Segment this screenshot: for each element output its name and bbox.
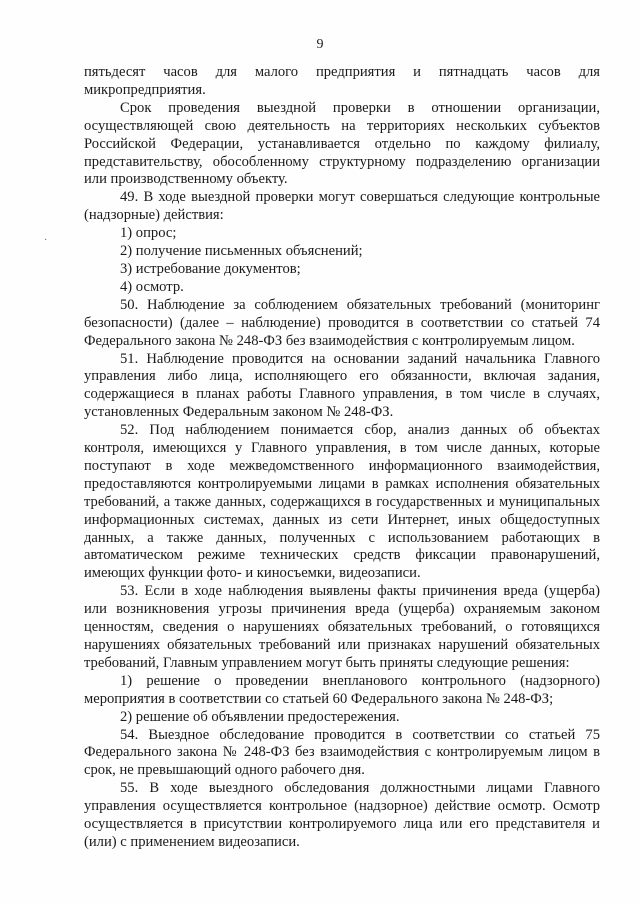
list-item: 2) получение письменных объяснений; [120, 243, 363, 260]
list-item: 4) осмотр. [120, 278, 184, 295]
list-item: 3) истребование документов; [120, 260, 301, 277]
list-item: 1) опрос; [120, 225, 177, 242]
page-number: 9 [316, 37, 324, 52]
document-body [84, 64, 600, 852]
margin-mark: · [44, 235, 48, 246]
paragraph: 1) решение о проведении внепланового контрольного (надзорного) мероприятия в соответствии со статьей 60 Федерального закона № 248-ФЗ; [84, 672, 600, 707]
paragraph: 53. Если в ходе наблюдения выявлены факты причинения вреда (ущерба) или возникновения угрозы причинения вреда (ущерба) охраняемым законом ценностям, сведения о нарушениях обязательных требований, о готовящихся нарушениях обязательных требований или признаках нарушений обязательных требований, Главным управлением могут быть приняты следующие решения: [84, 583, 600, 671]
paragraph: 55. В ходе выездного обследования должностными лицами Главного управления осуществляется контрольное (надзорное) действие осмотр. Осмотр осуществляется в присутствии контролируемого лица или его представителя и (или) с применением видеозаписи. [84, 780, 600, 850]
paragraph: 54. Выездное обследование проводится в соответствии со статьей 75 Федерального закона № 248-ФЗ без взаимодействия с контролируемым лицом в срок, не превышающий одного рабочего дня. [84, 726, 600, 779]
paragraph: Срок проведения выездной проверки в отношении организации, осуществляющей свою деятельность на территориях нескольких субъектов Российской Федерации, устанавливается отдельно по каждому филиалу, представительству, обособленному структурному подразделению организации или производственному объекту. [84, 99, 600, 188]
paragraph: 52. Под наблюдением понимается сбор, анализ данных об объектах контроля, имеющихся у Главного управления, в том числе данных, которые поступают в ходе межведомственного информационного взаимодействия, предоставляются контролируемыми лицами в рамках исполнения обязательных требований, а также данных, содержащихся в государственных и муниципальных информационных системах, данных из сети Интернет, иных общедоступных данных, а также данных, полученных с использованием работающих в автоматическом режиме технических средств фиксации правонарушений, имеющих функции фото- и киносъемки, видеозаписи. [84, 422, 600, 582]
list-item: 2) решение об объявлении предостережения. [120, 708, 400, 725]
paragraph: 51. Наблюдение проводится на основании заданий начальника Главного управления либо лица, исполняющего его обязанности, включая задания, содержащиеся в планах работы Главного управления, в том числе в случаях, установленных Федеральным законом № 248-ФЗ. [84, 350, 600, 421]
paragraph: 50. Наблюдение за соблюдением обязательных требований (мониторинг безопасности) (далее – наблюдение) проводится в соответствии со статьей 74 Федерального закона № 248-ФЗ без взаимодействия с контролируемым лицом. [84, 296, 600, 349]
paragraph: 49. В ходе выездной проверки могут совершаться следующие контрольные (надзорные) действия: [84, 189, 600, 224]
paragraph: пятьдесят часов для малого предприятия и пятнадцать часов для микропредприятия. [84, 64, 600, 98]
